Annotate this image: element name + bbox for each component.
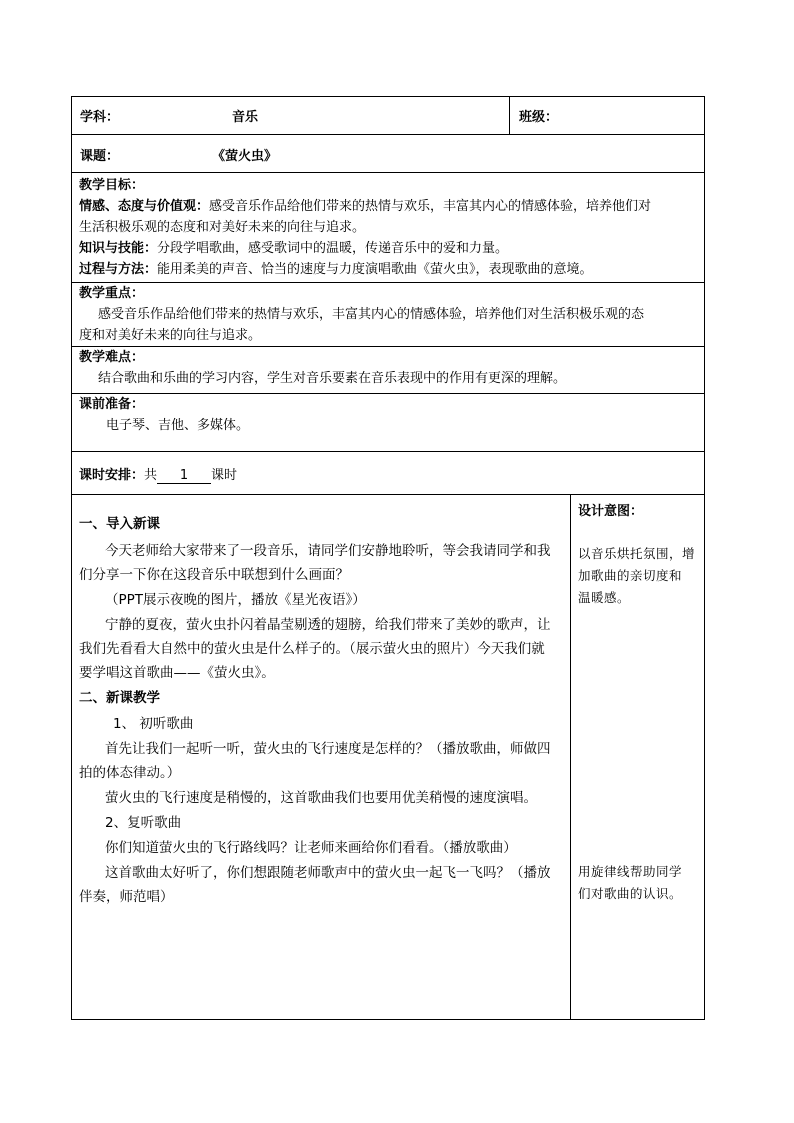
- objectives-heading: 教学目标：: [79, 178, 145, 193]
- objective-emotion-cont: 生活积极乐观的态度和对美好未来的向往与追求。: [79, 220, 366, 235]
- process-divider: [570, 495, 571, 1020]
- schedule-label: 课时安排：: [79, 468, 145, 483]
- step2-p1: 你们知道萤火虫的飞行路线吗？让老师来画给你们看看。（播放歌曲）: [105, 840, 517, 856]
- objective-knowledge: 知识与技能：分段学唱歌曲，感受歌词中的温暖，传递音乐中的爱和力量。: [79, 241, 509, 256]
- s1-p1-cont: 们分享一下你在这段音乐中联想到什么画面？: [79, 567, 349, 583]
- objective-process: 过程与方法：能用柔美的声音、恰当的速度与力度演唱歌曲《萤火虫》，表现歌曲的意境。: [79, 262, 593, 277]
- topic-label: 课题：: [80, 149, 120, 164]
- subject-row: [72, 97, 704, 135]
- design-intent-heading: 设计意图：: [578, 504, 644, 519]
- design-note-1: 以音乐烘托氛围，增 加歌曲的亲切度和 温暖感。: [578, 546, 696, 605]
- class-label: 班级：: [519, 110, 559, 125]
- step1-p1: 首先让我们一起听一听，萤火虫的飞行速度是怎样的？（播放歌曲，师做四: [105, 741, 551, 757]
- key-points-text-cont: 度和对美好未来的向往与追求。: [79, 328, 262, 343]
- topic-row: [72, 135, 704, 173]
- objective-emotion: 情感、态度与价值观：感受音乐作品给他们带来的热情与欢乐，丰富其内心的情感体验，培养他们对: [79, 199, 652, 214]
- key-points-row: [72, 283, 704, 347]
- s1-p3-cont2: 要学唱这首歌曲——《萤火虫》。: [79, 665, 275, 681]
- section2-title: 二、新课教学: [79, 690, 160, 706]
- schedule-row: [72, 452, 704, 495]
- section1-title: 一、导入新课: [79, 516, 160, 532]
- preparation-text: 电子琴、吉他、多媒体。: [106, 418, 250, 433]
- step2-p2-cont: 伴奏，师范唱）: [79, 889, 174, 905]
- step1-p2: 萤火虫的飞行速度是稍慢的，这首歌曲我们也要用优美稍慢的速度演唱。: [105, 790, 537, 806]
- column-divider: [509, 97, 510, 134]
- key-points-text: 感受音乐作品给他们带来的热情与欢乐，丰富其内心的情感体验，培养他们对生活积极乐观的态: [98, 307, 645, 322]
- topic-value: 《萤火虫》: [212, 149, 278, 164]
- lesson-plan-table: [71, 96, 705, 1020]
- design-intent-column: [578, 501, 702, 905]
- subject-label: 学科：: [80, 110, 120, 125]
- key-points-heading: 教学重点：: [79, 286, 145, 301]
- s1-p2: （PPT展示夜晚的图片，播放《星光夜语》）: [105, 592, 366, 608]
- step2-title: 2、复听歌曲: [105, 815, 182, 831]
- difficulties-row: [72, 347, 704, 394]
- s1-p3-cont: 我们先看看大自然中的萤火虫是什么样子的。（展示萤火虫的照片）今天我们就: [79, 641, 545, 657]
- step1-title: 1、 初听歌曲: [113, 716, 194, 732]
- difficulties-text: 结合歌曲和乐曲的学习内容，学生对音乐要素在音乐表现中的作用有更深的理解。: [98, 371, 567, 386]
- step2-p2: 这首歌曲太好听了，你们想跟随老师歌声中的萤火虫一起飞一飞吗？（播放: [105, 865, 551, 881]
- preparation-row: [72, 394, 704, 452]
- s1-p3: 宁静的夏夜，萤火虫扑闪着晶莹剔透的翅膀，给我们带来了美妙的歌声，让: [105, 617, 551, 633]
- design-note-2: 用旋律线帮助同学 们对歌曲的认识。: [578, 864, 683, 901]
- process-column: [79, 511, 567, 909]
- preparation-heading: 课前准备：: [79, 397, 145, 412]
- schedule-count: 1: [157, 468, 211, 484]
- subject-value: 音乐: [232, 110, 259, 125]
- objectives-row: [72, 173, 704, 283]
- s1-p1: 今天老师给大家带来了一段音乐，请同学们安静地聆听，等会我请同学和我: [105, 543, 551, 559]
- difficulties-heading: 教学难点：: [79, 350, 145, 365]
- step1-p1-cont: 拍的体态律动。）: [79, 765, 181, 781]
- schedule-line: 课时安排：共 1 课时: [79, 468, 238, 483]
